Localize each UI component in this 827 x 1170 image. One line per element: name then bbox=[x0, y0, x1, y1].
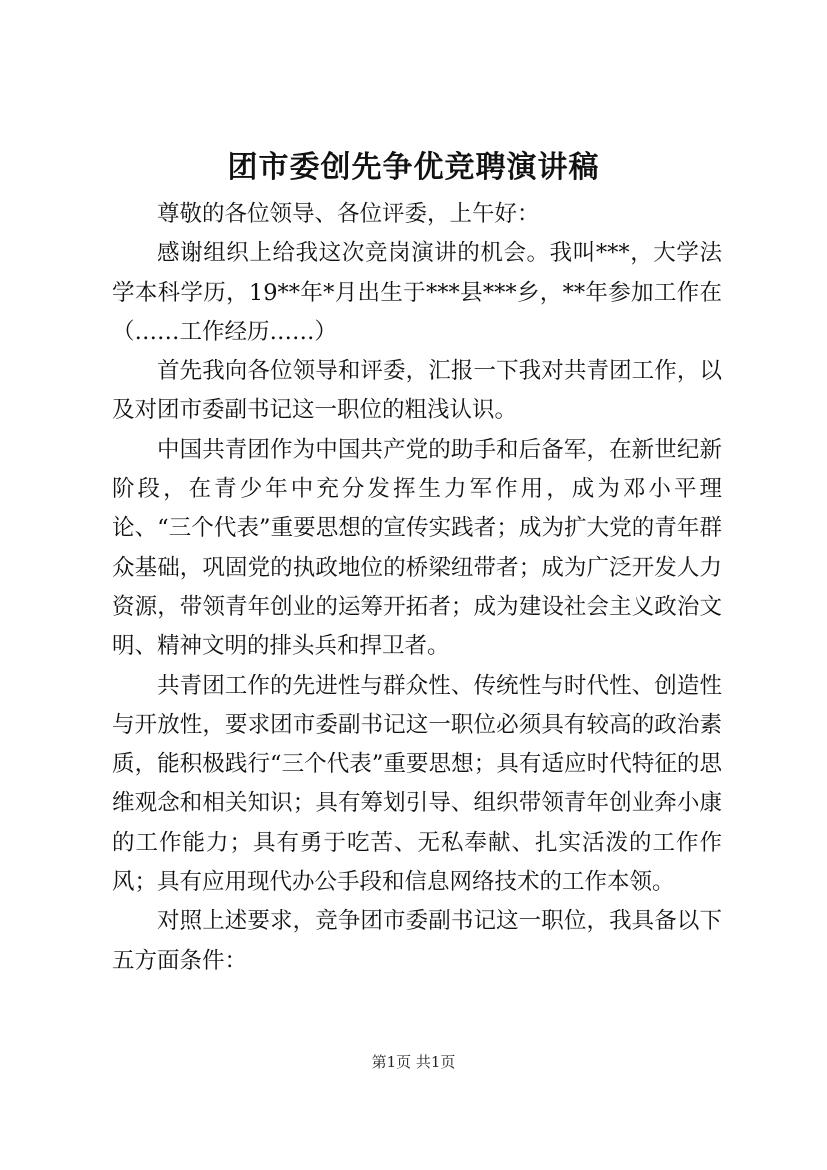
paragraph-report: 首先我向各位领导和评委，汇报一下我对共青团工作，以及对团市委副书记这一职位的粗浅认识。 bbox=[112, 358, 722, 424]
paragraph-greeting: 尊敬的各位领导、各位评委，上午好： bbox=[157, 201, 540, 227]
document-body bbox=[112, 195, 722, 981]
page-footer bbox=[0, 1052, 827, 1072]
paragraph-introduction: 感谢组织上给我这次竞岗演讲的机会。我叫***，大学法学本科学历，19**年*月出生于***县***乡，**年参加工作在（……工作经历……） bbox=[112, 240, 722, 345]
paragraph-conditions: 对照上述要求，竞争团市委副书记这一职位，我具备以下五方面条件： bbox=[112, 908, 722, 974]
paragraph-league-role: 中国共青团作为中国共产党的助手和后备军，在新世纪新阶段，在青少年中充分发挥生力军作用，成为邓小平理论、“三个代表”重要思想的宣传实践者；成为扩大党的青年群众基础，巩固党的执政地位的桥梁纽带者；成为广泛开发人力资源，带领青年创业的运筹开拓者；成为建设社会主义政治文明、精神文明的排头兵和捍卫者。 bbox=[112, 436, 722, 660]
paragraph-requirements: 共青团工作的先进性与群众性、传统性与时代性、创造性与开放性，要求团市委副书记这一职位必须具有较高的政治素质，能积极践行“三个代表”重要思想；具有适应时代特征的思维观念和相关知识；具有筹划引导、组织带领青年创业奔小康的工作能力；具有勇于吃苦、无私奉献、扎实活泼的工作作风；具有应用现代办公手段和信息网络技术的工作本领。 bbox=[112, 672, 722, 896]
document-title: 团市委创先争优竞聘演讲稿 bbox=[227, 150, 600, 185]
page-number-label: 第1页 共1页 bbox=[371, 1053, 456, 1071]
